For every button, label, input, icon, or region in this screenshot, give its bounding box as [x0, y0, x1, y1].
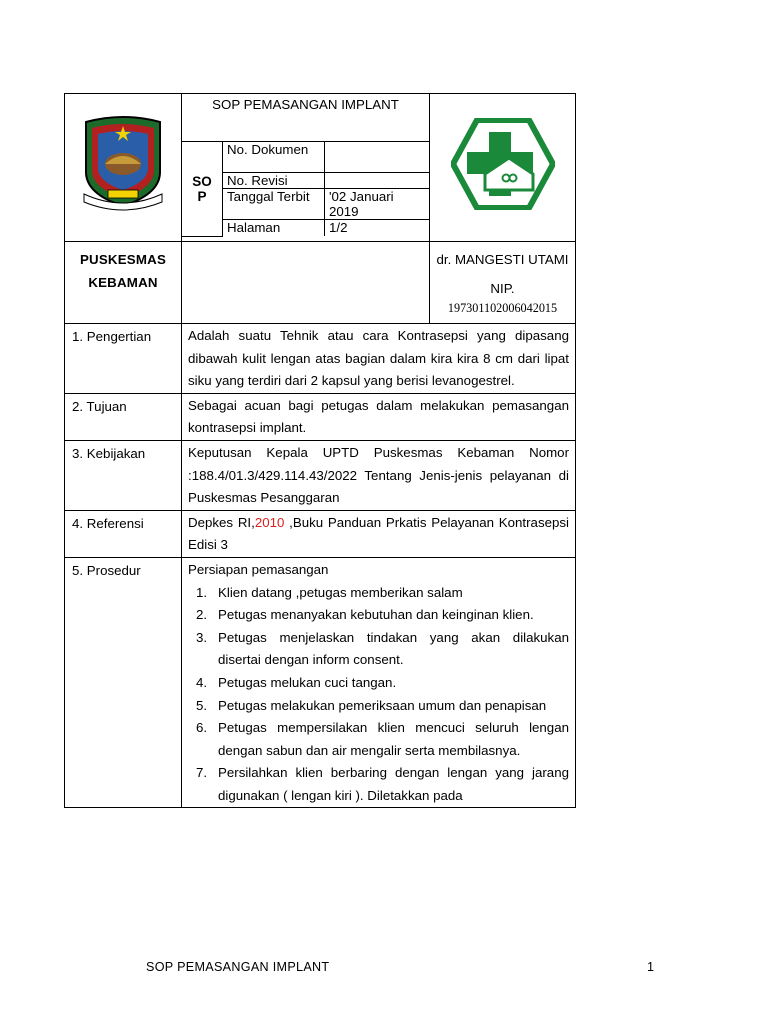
signatory-name: dr. MANGESTI UTAMI: [436, 252, 569, 267]
prosedur-steps-list: [188, 582, 569, 808]
meta-label-no-revisi: No. Revisi: [223, 173, 325, 189]
document-title: SOP PEMASANGAN IMPLANT: [182, 94, 430, 142]
step-number: 7.: [196, 765, 208, 781]
meta-value-tanggal-terbit: '02 Januari 2019: [325, 189, 430, 220]
signatory-block: [430, 242, 576, 324]
step-number: 5.: [196, 697, 208, 713]
step-text: Petugas menanyakan kebutuhan dan keinginan klien.: [218, 607, 534, 623]
step-text: Klien datang ,petugas memberikan salam: [218, 584, 463, 600]
nip-label: NIP.: [490, 280, 515, 296]
step-number: 4.: [196, 674, 208, 690]
section-text-referensi: [182, 510, 576, 557]
list-item: [188, 762, 569, 807]
footer-page-number: 1: [647, 960, 655, 974]
step-number: 2.: [196, 607, 208, 623]
section-text-pengertian: Adalah suatu Tehnik atau cara Kontrasepsi yang dipasang dibawah kulit lengan atas bagian dalam kira kira 8 cm dari lipat siku yang terdiri dari 2 kapsul yang berisi levanogestrel.: [182, 324, 576, 394]
unit-blank-cell: [182, 242, 430, 324]
list-item: [188, 604, 569, 627]
section-label-tujuan: 2. Tujuan: [65, 393, 182, 440]
section-label-referensi: 4. Referensi: [65, 510, 182, 557]
step-text: Persilahkan klien berbaring dengan lengan yang jarang digunakan ( lengan kiri ). Diletakkan pada: [218, 765, 569, 803]
footer-title: SOP PEMASANGAN IMPLANT: [146, 960, 330, 974]
banyuwangi-regency-logo-icon: [78, 114, 168, 214]
step-text: Petugas melakukan pemeriksaan umum dan penapisan: [218, 697, 547, 713]
sop-label: SO P: [182, 142, 223, 236]
section-text-tujuan: Sebagai acuan bagi petugas dalam melakukan pemasangan kontrasepsi implant.: [182, 393, 576, 440]
section-label-kebijakan: 3. Kebijakan: [65, 440, 182, 510]
step-number: 3.: [196, 629, 208, 645]
list-item: [188, 717, 569, 762]
meta-value-halaman: 1/2: [325, 220, 430, 237]
regency-logo-cell: [65, 94, 182, 242]
list-item: [188, 672, 569, 695]
reference-year: 2010: [254, 514, 285, 530]
sop-table: [64, 93, 576, 808]
prosedur-intro: Persiapan pemasangan: [188, 561, 329, 577]
reference-suffix: ,Buku Panduan Prkatis Pelayanan Kontrasepsi Edisi 3: [188, 514, 569, 553]
document-meta-table: [182, 142, 429, 237]
meta-label-tanggal-terbit: Tanggal Terbit: [223, 189, 325, 220]
meta-label-halaman: Halaman: [223, 220, 325, 237]
meta-value-no-revisi: [325, 173, 430, 189]
section-prosedur-content: [182, 557, 576, 808]
meta-value-no-dokumen: [325, 142, 430, 173]
step-text: Petugas mempersilakan klien mencuci seluruh lengan dengan sabun dan air mengalir serta membilasnya.: [218, 720, 569, 758]
step-number: 6.: [196, 720, 208, 736]
section-text-kebijakan: Keputusan Kepala UPTD Puskesmas Kebaman Nomor :188.4/01.3/429.114.43/2022 Tentang Jenis-jenis pelayanan di Puskesmas Pesanggaran: [182, 440, 576, 510]
meta-label-no-dokumen: No. Dokumen: [223, 142, 325, 173]
unit-name: PUSKESMAS KEBAMAN: [65, 242, 182, 324]
puskesmas-logo-cell: [430, 94, 576, 242]
section-label-pengertian: 1. Pengertian: [65, 324, 182, 394]
list-item: [188, 695, 569, 718]
step-number: 1.: [196, 584, 208, 600]
section-label-prosedur: 5. Prosedur: [65, 557, 182, 808]
list-item: [188, 582, 569, 605]
reference-prefix: Depkes RI,: [188, 514, 255, 530]
step-text: Petugas melukan cuci tangan.: [218, 674, 397, 690]
step-text: Petugas menjelaskan tindakan yang akan dilakukan disertai dengan inform consent.: [218, 629, 569, 668]
nip-number: 197301102006042015: [447, 301, 558, 316]
list-item: [188, 627, 569, 672]
puskesmas-cross-logo-icon: [451, 118, 555, 210]
document-meta-cell: [182, 142, 430, 242]
